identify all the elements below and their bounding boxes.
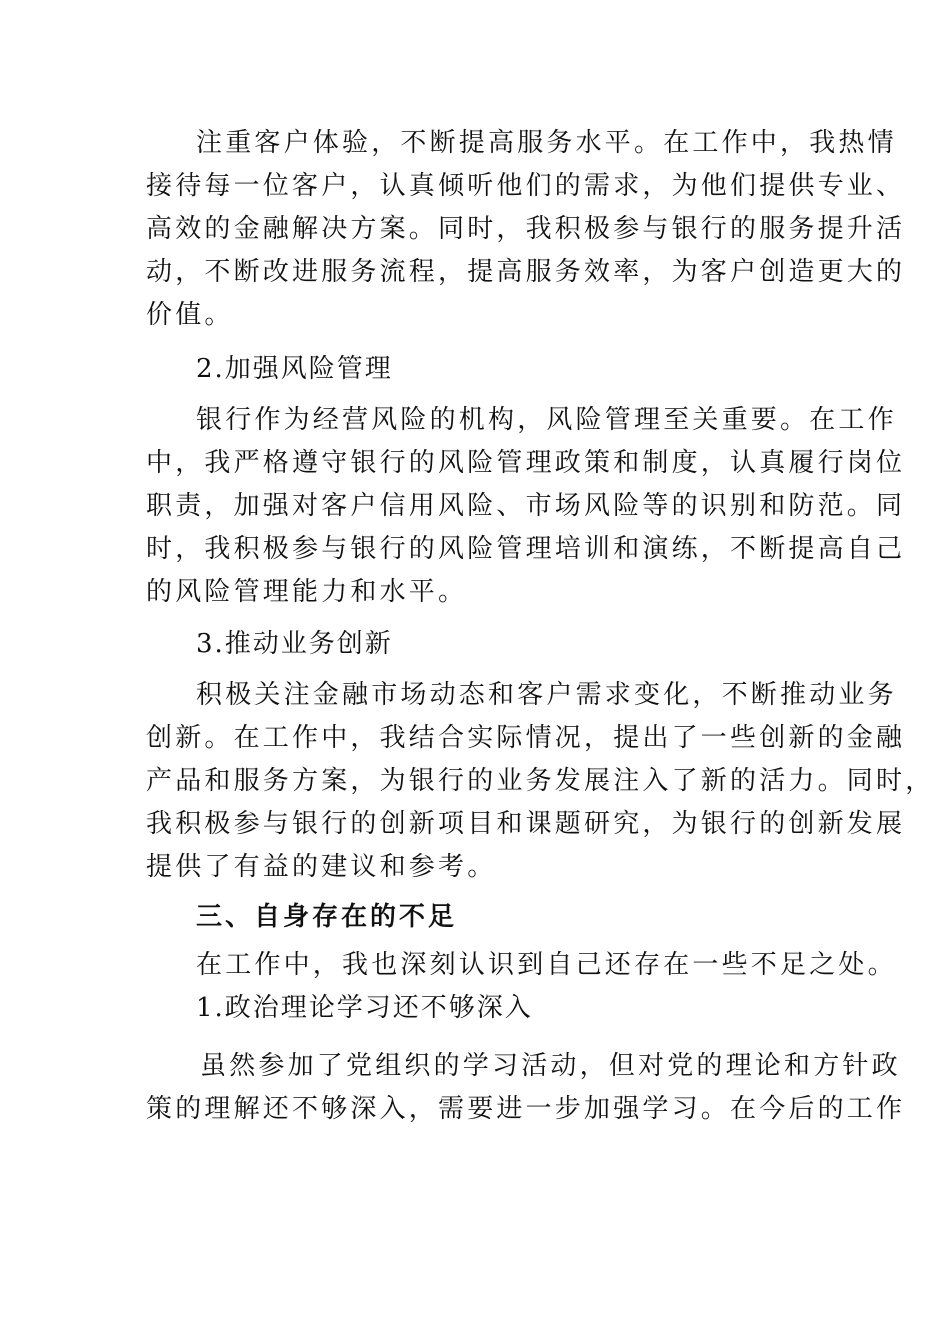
chapter-heading: 三、自身存在的不足 <box>196 902 458 932</box>
paragraph-line: 策的理解还不够深入，需要进一步加强学习。在今后的工作 <box>146 1094 906 1124</box>
paragraph-line: 时，我积极参与银行的风险管理培训和演练，不断提高自己 <box>146 534 906 564</box>
paragraph-line: 创新。在工作中，我结合实际情况，提出了一些创新的金融 <box>146 723 906 753</box>
paragraph-line: 积极关注金融市场动态和客户需求变化，不断推动业务 <box>196 680 897 710</box>
paragraph-line: 虽然参加了党组织的学习活动，但对党的理论和方针政 <box>200 1051 901 1081</box>
section-heading: 1.政治理论学习还不够深入 <box>196 993 533 1023</box>
paragraph-line: 职责，加强对客户信用风险、市场风险等的识别和防范。同 <box>146 491 906 521</box>
paragraph-line: 价值。 <box>146 300 234 330</box>
section-heading: 3.推动业务创新 <box>196 629 393 659</box>
paragraph-line: 高效的金融解决方案。同时，我积极参与银行的服务提升活 <box>146 214 906 244</box>
paragraph-line: 的风险管理能力和水平。 <box>146 577 468 607</box>
paragraph-line: 银行作为经营风险的机构，风险管理至关重要。在工作 <box>196 405 897 435</box>
paragraph-line: 接待每一位客户，认真倾听他们的需求，为他们提供专业、 <box>146 171 906 201</box>
paragraph-line: 我积极参与银行的创新项目和课题研究，为银行的创新发展 <box>146 809 906 839</box>
paragraph-line: 产品和服务方案，为银行的业务发展注入了新的活力。同时， <box>146 766 935 796</box>
paragraph-line: 提供了有益的建议和参考。 <box>146 852 497 882</box>
paragraph-line: 注重客户体验，不断提高服务水平。在工作中，我热情 <box>196 128 897 158</box>
paragraph-line: 中，我严格遵守银行的风险管理政策和制度，认真履行岗位 <box>146 448 906 478</box>
paragraph-line: 在工作中，我也深刻认识到自己还存在一些不足之处。 <box>196 950 897 980</box>
paragraph-line: 动，不断改进服务流程，提高服务效率，为客户创造更大的 <box>146 257 906 287</box>
section-heading: 2.加强风险管理 <box>196 354 393 384</box>
